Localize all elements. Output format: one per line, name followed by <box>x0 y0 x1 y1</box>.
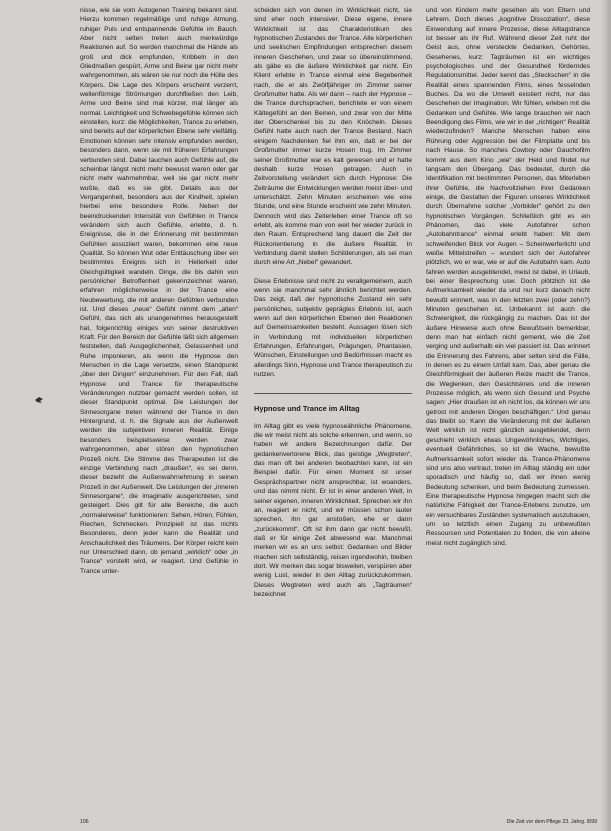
body-paragraph: Diese Erlebnisse sind nicht zu verallgemeinern, auch wenn sie manchmal sehr ähnlich berichtet werden. Das zeigt, daß der hypnotische Zustand ein sehr persönliches, subjektiv geprägtes Erlebnis ist, auch wenn auf den körperlichen Ebenen den Reaktionen auf Gemeinsamkeiten besteht. Aussagen lösen sich in Verbindung mit individuellen körperlichen Erfahrungen, Erfahrungen, Prägungen, Phantasien, Wünschen, Einstellungen und Bedürfnissen macht es allerdings Sinn, Hypnose und Trance therapeutisch zu nutzen. <box>254 277 412 379</box>
body-paragraph: scheiden sich von denen im Wirklichkeit nicht, sie sind eher noch intensiver. Diese eigene, innere Wirklichkeit ist das Charakteristikum des hypnotischen Zustandes der Trance. Alle körperlichen und seelischen Empfindungen entsprechen diesem inneren Geschehen, und zwar so übereinstimmend, als gäbe es die äußere Wirklichkeit gar nicht. Ein Klient erlebte in Trance einmal eine Begebenheit nach, die er als Zwölfjähriger im Zimmer seiner Großmutter hatte. Als wir dann – nach der Hypnose – die Trance durchsprachen, berichtete er von einem Kältegefühl an den Beinen, und zwar von der Mitte der Oberschenkel bis zu den Knöcheln. Dieses Gefühl hatte auch nach der Trance Bestand. Nach einigem Nachdenken fiel ihm ein, daß er bei der Großmutter immer kurze Hosen trug. Im Zimmer seiner Großmutter war es kalt gewesen und er hatte deshalb kurze Hosen getragen. Auch in Zeitvorstellung verändert sich durch Hypnose: Die Zeiträume der Entwicklungen werden meist über- und unterschätzt. Zehn Minuten erscheinen wie eine Stunde, und eine Stunde erscheint wie zehn Minuten. Dennoch wird das Zeiterleben einer Trance oft so erlebt, als komme man von weit her wieder zurück in den Raum. Entsprechend lang dauert die Zeit der Rückorientierung in die äußere Realität. In Verbindung damit stellen Schilderungen, als sei man durch eine Art „Nebel“ gewandert. <box>254 7 412 267</box>
body-paragraph: Im Alltag gibt es viele hypnoseähnliche Phänomene, die wir meist nicht als solche erkennen, und wenn, so haben wir andere Bezeichnungen dafür. Der gedankenverlorene Blick, das geistige „Wegtreten“, das man oft bei anderen beobachten kann, ist ein Beispiel dafür. Für einen Moment ist unser Gesprächspartner nicht ansprechbar, ist woanders, und das nimmt nicht. Er ist in einer anderen Welt, in seiner eigenen, inneren Wirklichkeit. Sprechen wir ihn an, reagiert er nicht, und wir müssen schon lauter sprechen, ihn gar anstoßen, ehe er dann „zurückkommt“. Oft ist ihm dann gar nicht bewußt, daß er für einige Zeit abwesend war. Manchmal merken wir es an uns selbst: Gedanken und Bilder machen sich selbständig, reisen irgendwohin, bleiben dort. Wir merken das sogar bisweilen, verspüren aber wenig Lust, wieder in den Alltag zurückzukommen. Dieses Wegtreten wird auch als „Tagträumen“ bezeichnet <box>254 422 412 598</box>
ink-smudge <box>34 396 44 404</box>
body-paragraph: und von Kindern mehr gesehen als von Eltern und Lehrern. Doch dieses „kognitive Dissoziation“, diese Einwendung auf innere Prozesse, diese Alltagstrance ist besser als ihr Ruf. Während dieser Zeit ruht der Geist aus, ohne versteckte Gedanken, Gehörtes, Gesehenes, kurz: Tagträumen ist ein wichtiges psychologisches und der Gesundheit förderndes Regulationsmittel. Jeder kennt das „Steckschen“ in die Realität eines spannenden Films, eines fesselnden Buches. Da wo die Umwelt existiert nicht, nur das Geschehen der Imagination. Wir fühlen, erleben mit die Gedanken und Gefühle. Wie lange brauchen wir nach Beendigung des Films, wie wir in der „richtigen“ Realität wiederzufinden? Manche Menschen haben eine Rührung oder Aggression bei der Filmplatte und bis nach Hause. So manches Cowboy oder Gauchofilm kommt aus dem Kino „wie“ der Held und findet nur langsam den Übergang. Das bedeutet, durch die Identifikation mit bestimmten Personen, das Miterleben ihrer Gefühle, die Nachvollziehen ihrer Gedanken einige, die Gestalten der Figuren unseres Wirklichkeit durch Übernahme solcher „Vorbilder“ gehört zu den hypnotischen Vorgängen. Schließlich gibt es ein Phänomen, das viele Autofahrer schon „Autobahntrance“ einmal erlebt haben: Mit dem schweifenden Blick vor Augen – Scheinwerferlicht und weiße Mittelstreifen – wundert sich der Autofahrer plötzlich, wo er war, wie er auf die Autobahn kam. Auto fahren werden ausgeblendet, meist ist dabei, in Urlaub, bei einer Besprechung usw. Doch plötzlich ist die Aufmerksamkeit wieder da und nur kurz danach nicht bewußt erinnert, was in den letzten zwei (oder zehn?) Minuten geschehen ist. Unbekannt ist auch die Schwierigkeit, die rückgängig zu machen. Das ist der äußere Hinweise auch ohne Bewußtsein bemerkbar, denn man hat einfach nicht gemerkt, wie die Zeit verging und außerhalb ein viel passiert ist. Das erinnert die Erinnerung des Fahrens, aber selten sind die Fälle, in denen es zu einem Unfall kam. Das, aber genau die Gleichförmigkeit der äußeren Reize macht die Trance, die Weglenken, den Gesichtskreis und die inneren Prozesse möglich, als wenn sich Gesund und Psyche sagen: „Hier draußen ist eh nicht los, da können wir uns getrost mit anderen Dingen beschäftigen.“ Und genau das bleibt so: Kann die Veränderung mit der äußeren Welt wirklich ist nicht gänzlich ausgeblendet, denn geschieht wirklich etwas Ungewöhnliches, Wichtiges, eventuell Gefährliches, so ist die Wache, bewußte Aufmerksamkeit sofort wieder da. Trance-Phänomene sind uns also vertraut, treten im Alltag ständig ein oder sporadisch und häufig so, daß wir ihnen wenig Bedeutung schenken, und beim Bedeutung zumessen. Eine therapeutische Hypnose hingegen macht sich die natürliche Fähigkeit der Trance-Erlebens zunutze, um ein versuchbares Zuständen systematisch auszubauen, um so letztlich einen Zugang zu unbewußten Ressourcen und Potentialen zu finden, die von alleine meist nicht zugänglich sind. <box>426 7 590 547</box>
running-footer: Die Zeit vor dem Pflege 23. Jahrg. 8/99 <box>506 819 597 825</box>
section-divider <box>254 393 412 394</box>
body-paragraph: nisse, wie sie vom Autogenen Training bekannt sind. Hierzu kommen regelmäßige und ruhige Atmung, ruhiger Puls und entspannende Gefühle im Bauch. Aber nicht selten treten auch merkwürdige Reaktionen auf. So werden manchmal die Hände als groß und dick empfunden, Kribbeln in den Gliedmaßen gespürt, Arme und Beine gar nicht mehr wahrgenommen, als wären sie nur noch die Hülle des Körpers. Die Lage des Körpers erscheint verzerrt, wellenförmige Strömungen durchfließen den Leib, Arme und Beine sind mal kürzer, mal länger als normal. Leichtigkeit und Schwebegefühle können sich einstellen, kurz: die Möglichkeiten, Trance zu erleben, sind bereits auf der körperlichen Ebene sehr vielfältig. Emotionen können sehr intensiv empfunden werden, besonders dann, wenn sie mit früheren Erfahrungen verbunden sind. Dabei tauchen auch Gefühle auf, die scheinbar längst nicht mehr bewusst waren oder gar nicht mehr wahrnehmbar, weil sie gar nicht mehr wußte, daß es sie gibt. Details aus der Vergangenheit, besonders aus der Kindheit, spielen hierbei eine besondere Rolle. Neben der beeindruckenden Intensität von Gefühlen in Trance verändern sich auch Gefühle, erlebte, d. h. Ereignisse, die in der Erinnerung mit bestimmten Gefühlen assoziiert waren, bekommen eine neue Qualität. So können Wut oder Enttäuschung über ein bestimmtes Ereignis sich in Heiterkeit oder Gleichgültigkeit wandeln. Dinge, die bis dahin von persönlicher Betroffenheit gekennzeichnet waren, erfahren möglicherweise in der Trance eine Neubewertung, die mit anderen Gefühlen verbunden ist. Und dieses „neue“ Gefühl nimmt dem „alten“ Gefühl, das sich als unangenehmes herausgestellt hat, folgenrichtig einiges von seiner destruktiven Kraft. Für den Bereich der Gefühle läßt sich allgemein feststellen, daß Ausgeglichenheit, Gelassenheit und Ruhe imponieren, als wenn die Hypnose den Menschen in die Lage versetzte, einen Standpunkt „über den Dingen“ einzunehmen. Für den Fall, daß Hypnose und Trance für therapeutische Veränderungen nutzbar gemacht werden sollen, ist dieser Standpunkt optimal. Die Leistungen der Sinnesorgane treten während der Trance in den Hintergrund, d. h. die Signale aus der Außenwelt werden die subjektiven inneren Realität. Einige besonders beispielsweise werden zwar wahrgenommen, aber stören den hypnotischen Prozeß nicht. Die Stimme des Therapeuten ist die einzige Verbindung nach „draußen“, es sei denn, dieser bezieht die Außenwahrnehmung in seinen Prozeß in der Außenwelt. Die Leistungen der „inneren Sinnesorgane“, die imaginativ ausgerichteten, sind gesteigert. Dies gilt für alle Bereiche, die auch „normalerweise“ funktionieren: Sehen, Hören, Fühlen, Riechen, Schmecken. Prinzipiell ist das nichts Besonderes, denn jeder kann die Realität und Anschaulichkeit des Träumens. Der Körper reicht kein nur Unterschied dann, ob jemand „wirklich“ oder „in Trance“ vorstellt wird, er reagiert. Und Gefühle in Trance unter- <box>80 7 238 575</box>
text-column-right <box>426 6 590 548</box>
text-column-left <box>80 6 238 576</box>
text-column-middle <box>254 6 412 599</box>
page-fold-shadow <box>601 0 611 831</box>
page-number: 106 <box>80 819 89 825</box>
section-heading: Hypnose und Trance im Alltag <box>254 404 360 414</box>
